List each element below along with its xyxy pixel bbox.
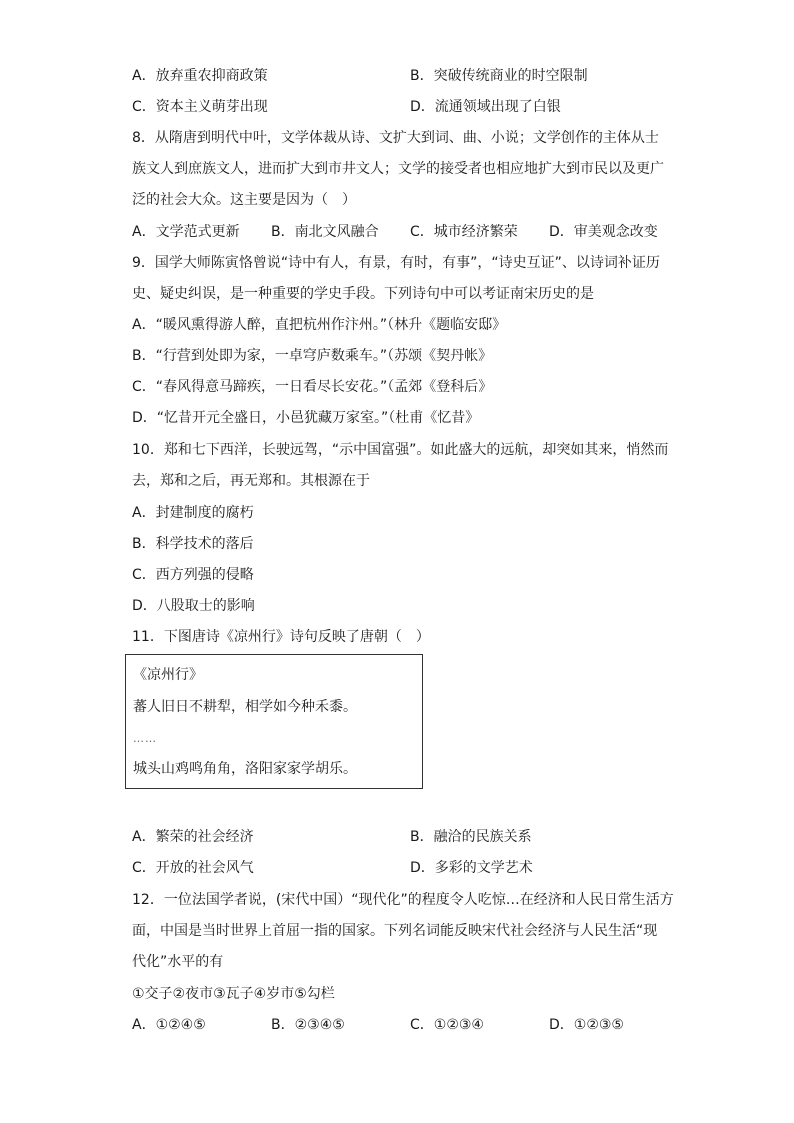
q12-option-b[interactable]: B．②③④⑤ [271,1017,345,1033]
poem-ellipsis: …… [133,732,157,745]
q9-stem-line-1: 9．国学大师陈寅恪曾说“诗中有人，有景，有时，有事”，“诗史互证”、以诗词补证历 [132,255,660,271]
q11-option-b[interactable]: B．融洽的民族关系 [410,829,532,845]
q10-option-c[interactable]: C．西方列强的侵略 [132,567,254,583]
q12-option-c[interactable]: C．①②③④ [410,1017,484,1033]
poem-line-1: 蕃人旧日不耕犁，相学如今种禾黍。 [133,699,357,715]
q12-option-a[interactable]: A．①②④⑤ [132,1017,206,1033]
q12-option-d[interactable]: D．①②③⑤ [549,1017,624,1033]
poem-title: 《凉州行》 [133,667,203,683]
q12-items: ①交子②夜市③瓦子④岁市⑤勾栏 [132,986,335,1002]
q7-option-d[interactable]: D．流通领域出现了白银 [410,99,561,115]
q10-option-b[interactable]: B．科学技术的落后 [132,536,254,552]
q9-option-b[interactable]: B．“行营到处即为家，一卓穹庐数乘车。”（苏颂《契丹帐》 [132,348,493,364]
q11-option-a[interactable]: A．繁荣的社会经济 [132,829,254,845]
q7-option-a[interactable]: A．放弃重农抑商政策 [132,68,268,84]
q9-option-d[interactable]: D．“忆昔开元全盛日，小邑犹藏万家室。”（杜甫《忆昔》 [132,410,480,426]
q8-stem-line-3: 泛的社会大众。这主要是因为（ ） [132,192,356,208]
q9-stem-line-2: 史、疑史纠误，是一种重要的学史手段。下列诗句中可以考证南宋历史的是 [132,286,594,302]
q11-option-d[interactable]: D．多彩的文学艺术 [410,860,533,876]
poem-line-2: 城头山鸡鸣角角，洛阳家家学胡乐。 [133,761,357,777]
q8-option-a[interactable]: A．文学范式更新 [132,224,240,240]
q10-option-d[interactable]: D．八股取士的影响 [132,598,255,614]
q12-stem-line-3: 代化”水平的有 [132,954,224,970]
q7-option-c[interactable]: C．资本主义萌芽出现 [132,99,268,115]
q11-stem: 11．下图唐诗《凉州行》诗句反映了唐朝（ ） [132,629,430,645]
q10-stem-line-1: 10．郑和七下西洋，长驶远驾，“示中国富强”。如此盛大的远航，却突如其来，悄然而 [132,442,669,458]
q8-stem-line-1: 8．从隋唐到明代中叶，文学体裁从诗、文扩大到词、曲、小说；文学创作的主体从士 [132,130,659,146]
q10-stem-line-2: 去，郑和之后，再无郑和。其根源在于 [132,473,370,489]
q9-option-a[interactable]: A．“暖风熏得游人醉，直把杭州作汴州。”（林升《题临安邸》 [132,317,507,333]
q8-option-b[interactable]: B．南北文风融合 [271,224,379,240]
q12-stem-line-2: 面，中国是当时世界上首屈一指的国家。下列名词能反映宋代社会经济与人民生活“现 [132,923,658,939]
q11-option-c[interactable]: C．开放的社会风气 [132,860,254,876]
q8-option-c[interactable]: C．城市经济繁荣 [410,224,518,240]
poem-box [125,654,423,789]
q10-option-a[interactable]: A．封建制度的腐朽 [132,505,254,521]
q8-stem-line-2: 族文人到庶族文人，进而扩大到市井文人；文学的接受者也相应地扩大到市民以及更广 [132,161,664,177]
q9-option-c[interactable]: C．“春风得意马蹄疾，一日看尽长安花。”（孟郊《登科后》 [132,379,493,395]
q8-option-d[interactable]: D．审美观念改变 [549,224,658,240]
q12-stem-line-1: 12．一位法国学者说，(宋代中国）“现代化”的程度令人吃惊…在经济和人民日常生活方 [132,892,674,908]
q7-option-b[interactable]: B．突破传统商业的时空限制 [410,68,588,84]
